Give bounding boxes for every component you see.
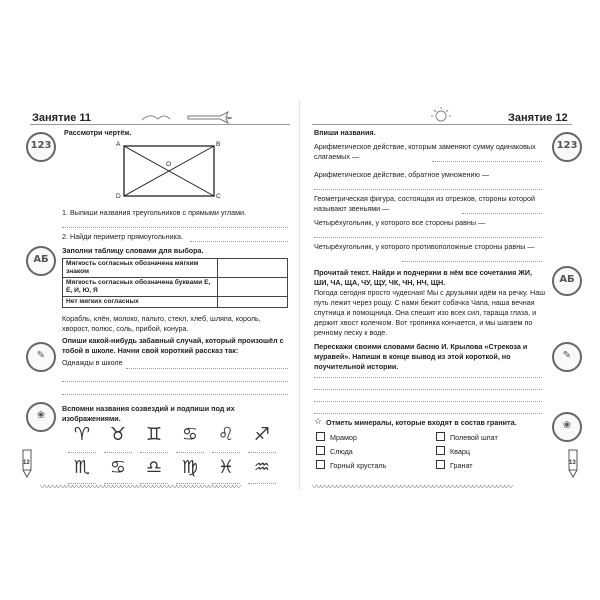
task-3-heading: Опиши какой-нибудь забавный случай, который произошёл с тобой в школе. Начни свой короткий рассказ так: <box>62 336 284 355</box>
task-4-heading: Вспомни названия созвездий и подпиши под их изображениями. <box>62 404 235 423</box>
cancer-icon: ♋ <box>109 457 127 478</box>
taurus-icon: ♉ <box>109 424 127 445</box>
airplane-icon <box>140 110 235 124</box>
leo-icon: ♌ <box>217 424 235 445</box>
answer-line[interactable] <box>248 451 276 453</box>
reading-text: Погода сегодня просто чудесная! Мы с друзьями идём на речку. Наш путь лежит через рощу. С нами бежит собачка Чапа, наша вечная спутница и помощница. Она спешит изо всех сил, тараща глаза, и держит хвост колечком. Вот тропинка кончается, и мы шагаем по речному песку к воде. <box>314 288 546 337</box>
word-list: Корабль, клён, молоко, пальто, стекл, хлеб, шляпа, король, хворост, полюс, соль, прибой, конура. <box>62 314 261 333</box>
task-1-heading: Впиши названия. <box>314 128 376 137</box>
mineral-label: Кварц <box>450 447 471 456</box>
answer-line[interactable] <box>68 451 96 453</box>
table-cell-answer[interactable] <box>218 297 288 308</box>
table-cell-label: Нет мягких согласных <box>63 297 218 308</box>
point-d-label: D <box>116 193 121 200</box>
sagittarius-icon: ♐ <box>253 424 271 445</box>
aquarius-icon: ♒ <box>253 457 271 478</box>
checkbox[interactable] <box>316 446 325 455</box>
answer-line[interactable] <box>176 451 204 453</box>
nature-icon: ❀ <box>26 402 56 432</box>
sun-icon <box>416 106 466 124</box>
letters-icon: АБ <box>552 266 582 296</box>
math-icon: 123 <box>26 132 56 162</box>
libra-icon: ♎ <box>145 457 163 478</box>
mineral-option[interactable] <box>316 432 357 443</box>
mineral-label: Полевой шпат <box>450 433 498 442</box>
answer-line[interactable] <box>140 451 168 453</box>
answer-line[interactable] <box>314 400 542 402</box>
notebook-icon: ✎ <box>26 342 56 372</box>
mineral-label: Слюда <box>330 447 353 456</box>
answer-line[interactable] <box>62 393 288 395</box>
cancer-icon: ♋ <box>181 424 199 445</box>
right-page <box>312 104 578 484</box>
definition-5: Четырёхугольник, у которого противоположные стороны равны — <box>314 242 535 251</box>
star-icon: ☆ <box>314 416 323 426</box>
notebook-icon: ✎ <box>552 342 582 372</box>
story-start: Однажды в школе <box>62 358 123 367</box>
answer-line[interactable] <box>314 388 542 390</box>
point-o-label: O <box>166 161 172 168</box>
pisces-icon: ♓ <box>217 457 235 478</box>
table-row <box>63 259 288 278</box>
header-rule <box>30 124 290 125</box>
mineral-option[interactable] <box>436 446 470 457</box>
definition-3: Геометрическая фигура, состоящая из отрезков, стороны которой называют звеньями — <box>314 194 535 213</box>
answer-line[interactable] <box>212 451 240 453</box>
answer-line[interactable] <box>314 236 542 238</box>
nature-icon: ❀ <box>552 412 582 442</box>
answer-line[interactable] <box>314 188 542 190</box>
question-1: 1. Выпиши названия треугольников с прямыми углами. <box>62 208 247 217</box>
aries-icon: ♈ <box>73 424 91 445</box>
table-row <box>63 297 288 308</box>
definition-1: Арифметическое действие, которым заменяют сумму одинаковых слагаемых — <box>314 142 536 161</box>
definition-4: Четырёхугольник, у которого все стороны равны — <box>314 218 486 227</box>
answer-line[interactable] <box>104 451 132 453</box>
mineral-label: Гранат <box>450 461 473 470</box>
fill-table <box>62 258 288 308</box>
mineral-label: Мрамор <box>330 433 357 442</box>
gemini-icon: ♊ <box>145 424 163 445</box>
math-icon: 123 <box>552 132 582 162</box>
table-cell-answer[interactable] <box>218 278 288 297</box>
task-1-heading: Рассмотри чертёж. <box>64 128 132 137</box>
checkbox[interactable] <box>316 432 325 441</box>
mineral-label: Горный хрусталь <box>330 461 387 470</box>
wave-decoration: 〰〰〰〰〰〰〰〰〰〰〰〰〰〰〰〰〰〰〰〰〰〰〰〰〰 <box>40 483 241 490</box>
definition-2: Арифметическое действие, обратное умножению — <box>314 170 490 179</box>
answer-line[interactable] <box>126 367 288 369</box>
letters-icon: АБ <box>26 246 56 276</box>
answer-line[interactable] <box>402 260 542 262</box>
rectangle-diagram <box>116 140 222 202</box>
header-rule <box>312 124 572 125</box>
point-c-label: C <box>216 193 221 200</box>
mineral-option[interactable] <box>436 432 498 443</box>
mineral-option[interactable] <box>436 460 473 471</box>
wave-decoration: 〰〰〰〰〰〰〰〰〰〰〰〰〰〰〰〰〰〰〰〰〰〰〰〰〰 <box>312 483 513 490</box>
checkbox[interactable] <box>316 460 325 469</box>
answer-line[interactable] <box>314 376 542 378</box>
left-page <box>23 104 290 484</box>
answer-line[interactable] <box>462 212 542 214</box>
task-4-heading: Отметь минералы, которые входят в состав гранита. <box>326 418 517 427</box>
scorpio-icon: ♏ <box>73 457 91 478</box>
answer-line[interactable] <box>62 226 288 228</box>
table-cell-label: Мягкость согласных обозначена мягким знаком <box>63 259 218 278</box>
task-2-heading: Заполни таблицу словами для выбора. <box>62 246 204 255</box>
mineral-option[interactable] <box>316 446 353 457</box>
checkbox[interactable] <box>436 432 445 441</box>
answer-line[interactable] <box>62 380 288 382</box>
answer-line[interactable] <box>314 412 542 414</box>
checkbox[interactable] <box>436 446 445 455</box>
point-b-label: B <box>216 141 221 148</box>
table-row <box>63 278 288 297</box>
question-2: 2. Найди периметр прямоугольника. <box>62 232 183 241</box>
task-2-heading: Прочитай текст. Найди и подчеркни в нём все сочетания ЖИ, ШИ, ЧА, ЩА, ЧУ, ЩУ, ЧК, ЧН, НЧ, ЩН. <box>314 268 533 287</box>
checkbox[interactable] <box>436 460 445 469</box>
virgo-icon: ♍ <box>181 457 199 478</box>
answer-line[interactable] <box>432 160 542 162</box>
lesson-title: Занятие 11 <box>32 112 92 124</box>
mineral-option[interactable] <box>316 460 386 471</box>
page-number: 12 <box>23 460 30 466</box>
task-3-heading: Перескажи своими словами басню И. Крылова «Стрекоза и муравей». Напиши в конце вывод из этой короткой, но поучительной истории. <box>314 342 528 371</box>
table-cell-answer[interactable] <box>218 259 288 278</box>
answer-line[interactable] <box>190 240 288 242</box>
lesson-title: Занятие 12 <box>508 112 568 124</box>
point-a-label: A <box>116 141 121 148</box>
book-spine <box>299 100 300 490</box>
table-cell-label: Мягкость согласных обозначена буквами Е, Ё, И, Ю, Я <box>63 278 218 297</box>
page-number: 13 <box>569 460 576 466</box>
